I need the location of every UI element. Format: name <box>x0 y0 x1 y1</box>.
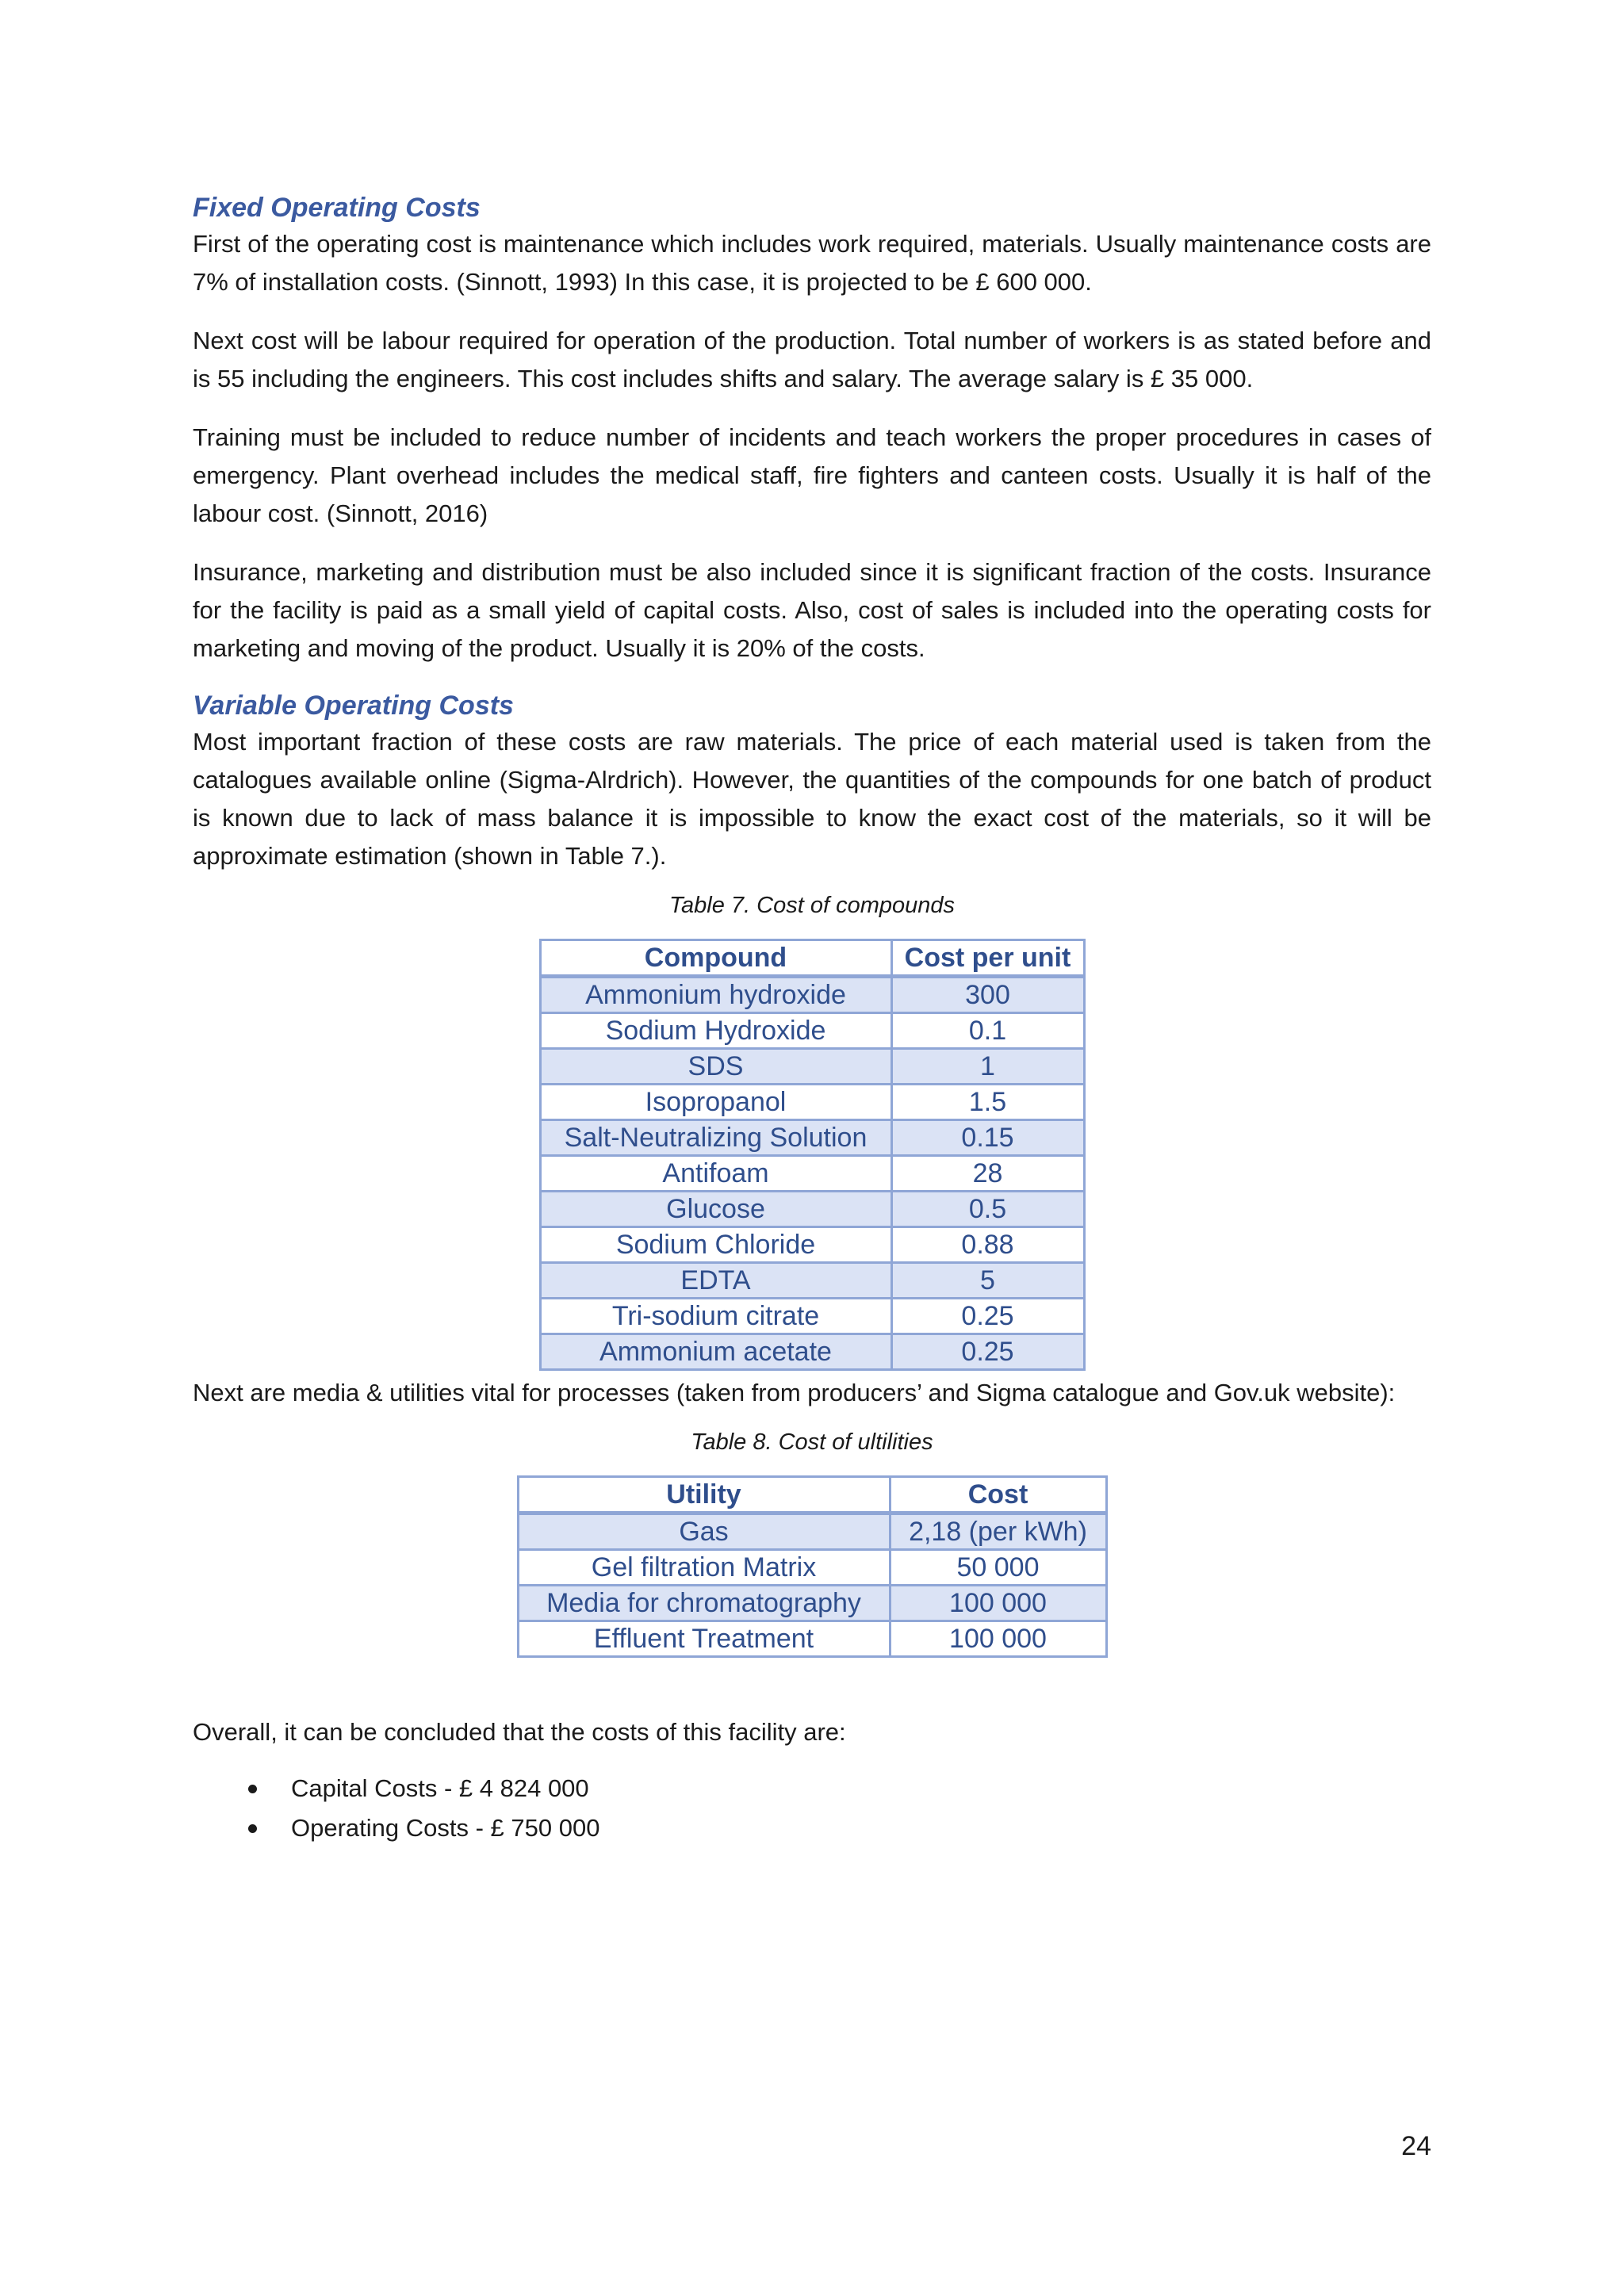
table-row <box>540 1227 1084 1263</box>
cost-cell: 0.25 <box>891 1334 1084 1370</box>
table-row <box>540 1192 1084 1227</box>
table-row <box>540 1013 1084 1049</box>
list-item <box>193 1769 1431 1808</box>
page-number: 24 <box>1401 2131 1431 2161</box>
compound-cell: Isopropanol <box>540 1085 891 1120</box>
bullet-icon <box>248 1824 257 1833</box>
table-row <box>540 1156 1084 1192</box>
compound-cell: Sodium Chloride <box>540 1227 891 1263</box>
page-content <box>193 190 1431 1848</box>
column-header-utility: Utility <box>518 1477 890 1513</box>
table-header-row <box>540 940 1084 977</box>
table-row <box>518 1513 1106 1550</box>
bullet-icon <box>248 1785 257 1793</box>
cost-cell: 1 <box>891 1049 1084 1085</box>
cost-cell: 0.5 <box>891 1192 1084 1227</box>
compounds-table <box>539 939 1086 1371</box>
column-header-cost-per-unit: Cost per unit <box>891 940 1084 977</box>
utilities-intro-paragraph: Next are media & utilities vital for processes (taken from producers’ and Sigma catalogue and Gov.uk website): <box>193 1379 1396 1406</box>
training-paragraph: Training must be included to reduce number of incidents and teach workers the proper procedures in cases of emergency. Plant overhead includes the medical staff, fire fighters and canteen costs. Usually it is half of the labour cost. (Sinnott, 2016) <box>193 423 1431 527</box>
table-row <box>540 1299 1084 1334</box>
utility-cell: Gel filtration Matrix <box>518 1550 890 1586</box>
cost-cell: 100 000 <box>890 1586 1106 1621</box>
table-row <box>518 1586 1106 1621</box>
cost-cell: 0.25 <box>891 1299 1084 1334</box>
table-row <box>518 1621 1106 1657</box>
compound-cell: SDS <box>540 1049 891 1085</box>
cost-cell: 2,18 (per kWh) <box>890 1513 1106 1550</box>
column-header-cost: Cost <box>890 1477 1106 1513</box>
table-row <box>540 1049 1084 1085</box>
cost-cell: 0.1 <box>891 1013 1084 1049</box>
variable-costs-heading: Variable Operating Costs <box>193 691 514 721</box>
labour-paragraph: Next cost will be labour required for operation of the production. Total number of workers is as stated before and is 55 including the engineers. This cost includes shifts and salary. The average salary is £ 35 000. <box>193 327 1431 392</box>
table8-caption: Table 8. Cost of ultilities <box>691 1429 933 1455</box>
utility-cell: Effluent Treatment <box>518 1621 890 1657</box>
cost-cell: 100 000 <box>890 1621 1106 1657</box>
maintenance-paragraph: First of the operating cost is maintenance which includes work required, materials. Usually maintenance costs are 7% of installation costs. (Sinnott, 1993) In this case, it is projected to be £ 600 000. <box>193 230 1431 296</box>
cost-cell: 0.15 <box>891 1120 1084 1156</box>
table-row <box>540 1120 1084 1156</box>
cost-cell: 300 <box>891 977 1084 1013</box>
fixed-costs-heading: Fixed Operating Costs <box>193 193 481 223</box>
cost-cell: 28 <box>891 1156 1084 1192</box>
table-row <box>540 977 1084 1013</box>
table-header-row <box>518 1477 1106 1513</box>
column-header-compound: Compound <box>540 940 891 977</box>
list-item <box>193 1808 1431 1848</box>
utility-cell: Gas <box>518 1513 890 1550</box>
compound-cell: Salt-Neutralizing Solution <box>540 1120 891 1156</box>
table-row <box>540 1334 1084 1370</box>
compound-cell: Sodium Hydroxide <box>540 1013 891 1049</box>
utilities-table <box>517 1475 1108 1658</box>
table-row <box>518 1550 1106 1586</box>
raw-materials-paragraph: Most important fraction of these costs are raw materials. The price of each material used is taken from the catalogues available online (Sigma-Alrdrich). However, the quantities of the compounds for one batch of product is known due to lack of mass balance it is impossible to know the exact cost of the materials, so it will be approximate estimation (shown in Table 7.). <box>193 728 1431 870</box>
operating-costs-text: Operating Costs - £ 750 000 <box>291 1814 600 1842</box>
compound-cell: Ammonium acetate <box>540 1334 891 1370</box>
table-row <box>540 1085 1084 1120</box>
cost-cell: 5 <box>891 1263 1084 1299</box>
compound-cell: Antifoam <box>540 1156 891 1192</box>
table7-caption: Table 7. Cost of compounds <box>668 893 956 918</box>
cost-summary-list <box>193 1769 1431 1848</box>
compound-cell: EDTA <box>540 1263 891 1299</box>
conclusion-paragraph: Overall, it can be concluded that the costs of this facility are: <box>193 1718 846 1746</box>
compound-cell: Ammonium hydroxide <box>540 977 891 1013</box>
compound-cell: Tri-sodium citrate <box>540 1299 891 1334</box>
cost-cell: 1.5 <box>891 1085 1084 1120</box>
compound-cell: Glucose <box>540 1192 891 1227</box>
table-row <box>540 1263 1084 1299</box>
cost-cell: 50 000 <box>890 1550 1106 1586</box>
utility-cell: Media for chromatography <box>518 1586 890 1621</box>
insurance-paragraph: Insurance, marketing and distribution must be also included since it is significant fraction of the costs. Insurance for the facility is paid as a small yield of capital costs. Also, cost of sales is included into the operating costs for marketing and moving of the product. Usually it is 20% of the costs. <box>193 558 1431 662</box>
cost-cell: 0.88 <box>891 1227 1084 1263</box>
capital-costs-text: Capital Costs - £ 4 824 000 <box>291 1774 589 1802</box>
